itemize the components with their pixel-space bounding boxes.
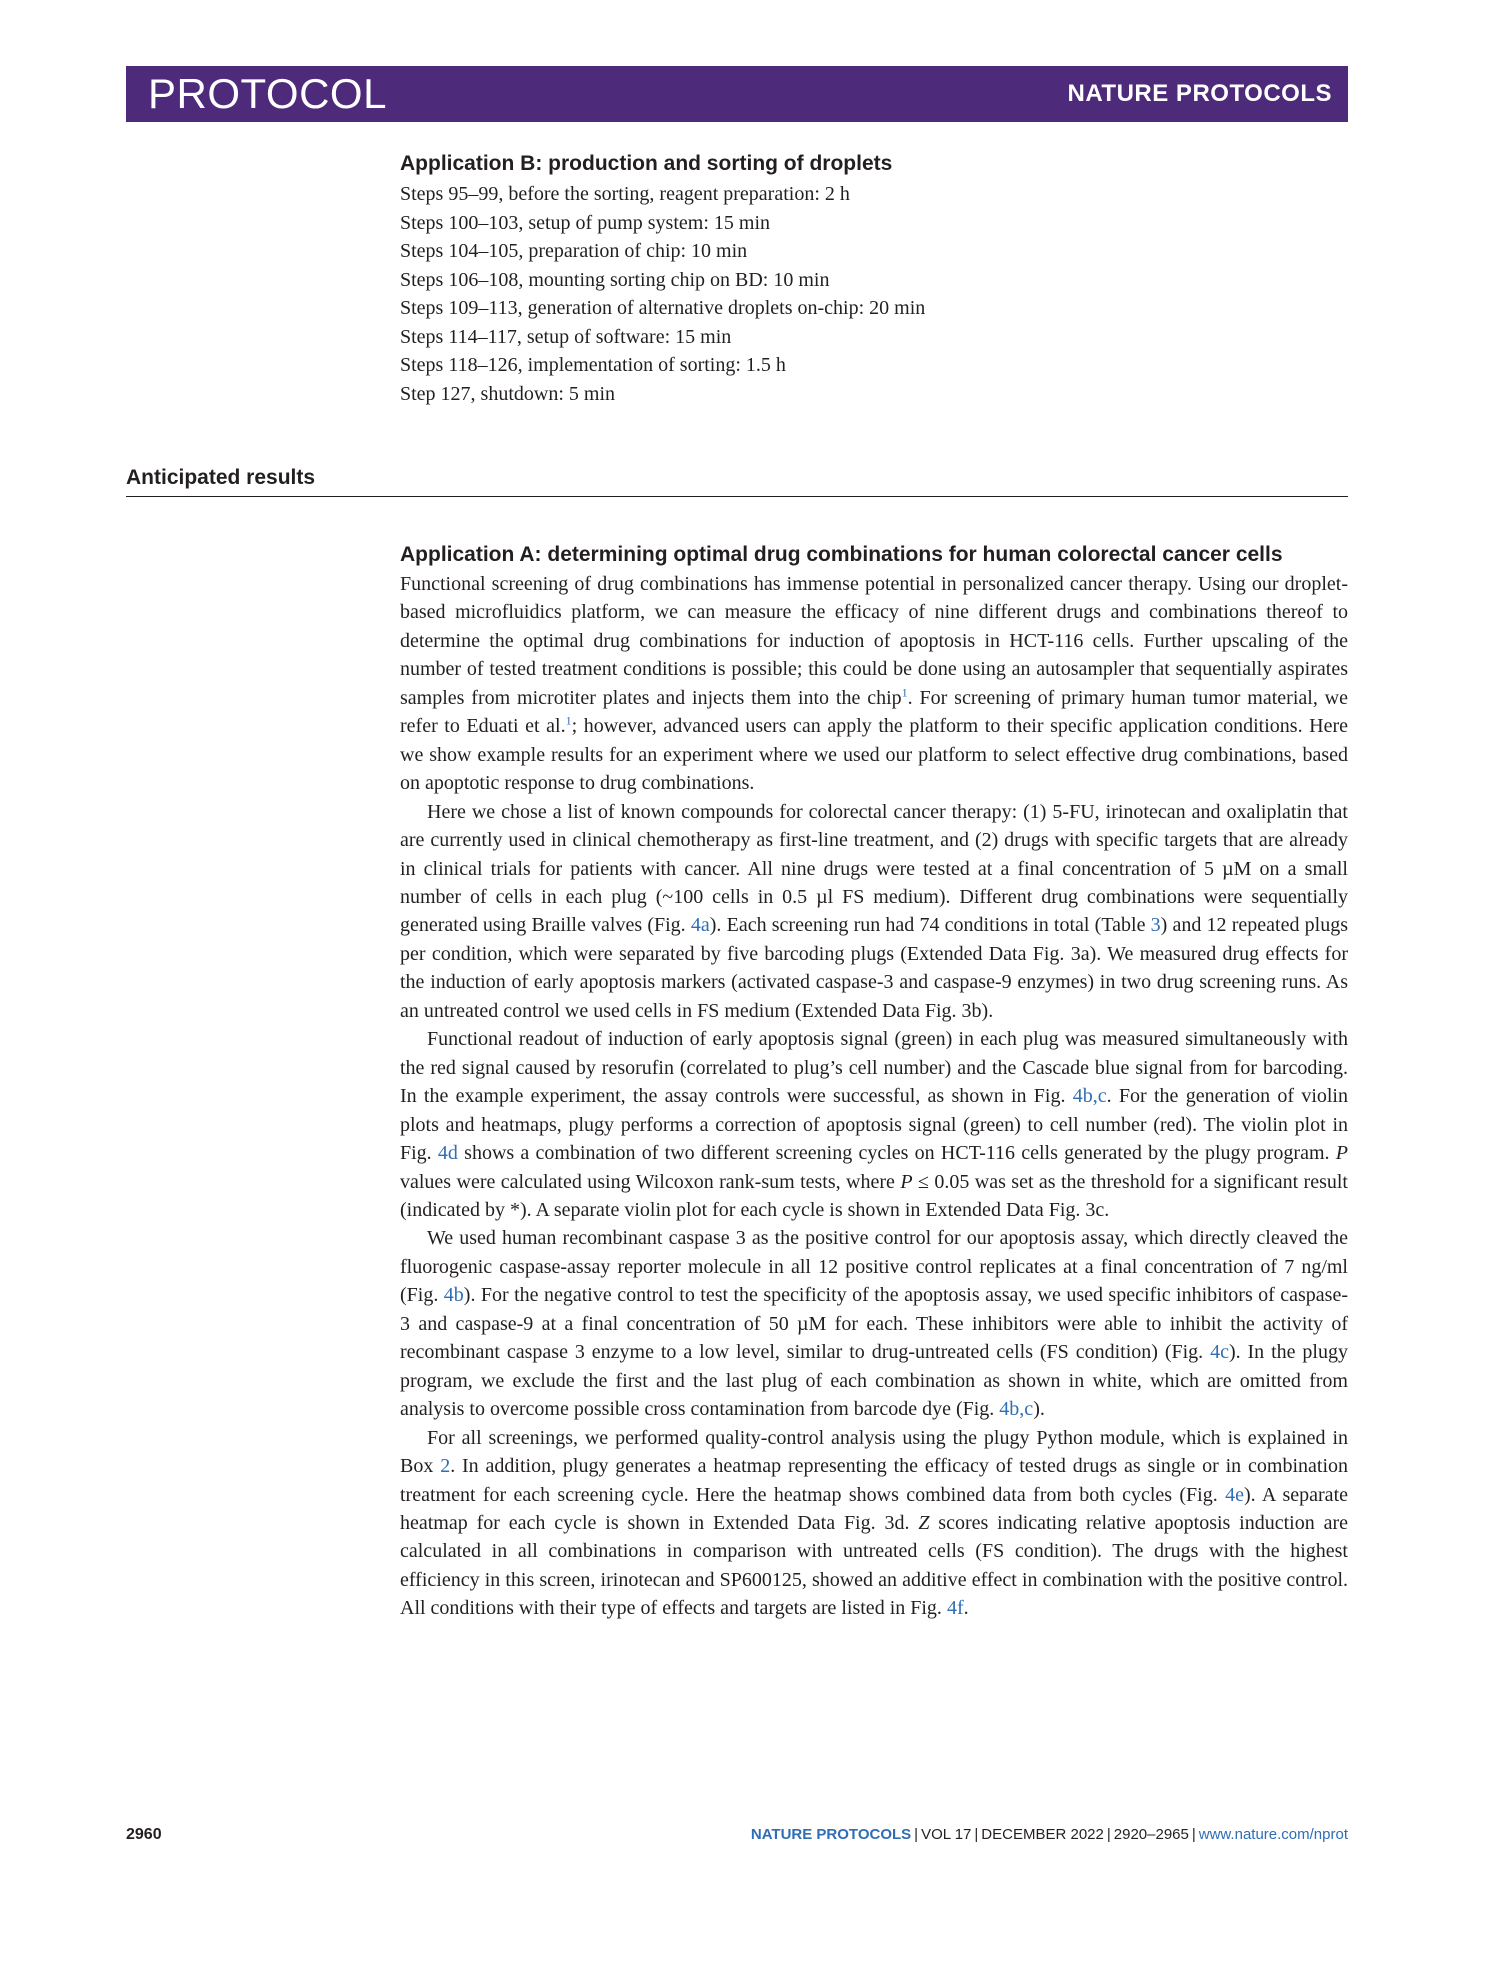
step-line: Step 127, shutdown: 5 min bbox=[400, 382, 616, 405]
header-banner bbox=[126, 66, 1348, 122]
text-run: . In addition, plugy generates a heatmap representing the efficacy of tested drugs as single or in combination treatment for each screening cycle. Here the heatmap shows combined data from both cycles (Fig. bbox=[400, 1455, 1348, 1506]
step-line: Steps 106–108, mounting sorting chip on BD: 10 min bbox=[400, 268, 830, 291]
figure-link[interactable]: 4b,c bbox=[1072, 1085, 1107, 1108]
step-line: Steps 114–117, setup of software: 15 min bbox=[400, 325, 732, 348]
section-heading bbox=[126, 466, 1348, 497]
figure-link[interactable]: 4a bbox=[690, 914, 710, 937]
text-run: . For the generation of violin plots and heatmaps, plugy performs a correction of apoptosis signal (green) to cell number (red). The violin plot in Fig. bbox=[400, 1085, 1348, 1165]
paragraph-5 bbox=[400, 1424, 1348, 1623]
text-run: For all screenings, we performed quality-control analysis using the plugy Python module, which is explained in Box bbox=[400, 1426, 1348, 1478]
footer-volume: VOL 17 bbox=[921, 1826, 972, 1843]
paragraph-3 bbox=[400, 1025, 1348, 1224]
figure-link[interactable]: 4b bbox=[443, 1284, 464, 1307]
page-number: 2960 bbox=[126, 1826, 162, 1843]
app-b-heading: Application B: production and sorting of droplets bbox=[400, 152, 893, 175]
article-body bbox=[400, 570, 1348, 1623]
text-run: ). A separate heatmap for each cycle is shown in Extended Data Fig. 3d. bbox=[400, 1483, 1348, 1534]
separator: | bbox=[1106, 1826, 1111, 1843]
box-link[interactable]: 2 bbox=[440, 1455, 451, 1478]
reference-link[interactable]: 1 bbox=[901, 685, 908, 700]
figure-link[interactable]: 4f bbox=[946, 1597, 964, 1620]
step-line: Steps 118–126, implementation of sorting: 1.5 h bbox=[400, 354, 786, 376]
step-line: Steps 104–105, preparation of chip: 10 min bbox=[400, 240, 748, 262]
text-run: ) and 12 repeated plugs per condition, which were separated by five barcoding plugs (Extended Data Fig. 3a). We measured drug effects for the induction of early apoptosis markers (activated caspase-3 and caspase-9 enzymes) in two drug screening runs. As an untreated control we used cells in FS medium (Extended Data Fig. 3b). bbox=[400, 914, 1348, 1022]
figure-link[interactable]: 4d bbox=[437, 1142, 458, 1165]
text-run: values were calculated using Wilcoxon rank-sum tests, where bbox=[400, 1170, 901, 1193]
text-run: . bbox=[963, 1597, 969, 1620]
step-line: Steps 100–103, setup of pump system: 15 min bbox=[400, 211, 770, 234]
text-run: ). bbox=[1033, 1398, 1045, 1421]
text-run: ≤ 0.05 was set as the threshold for a significant result (indicated by *). A separate violin plot for each cycle is shown in Extended Data Fig. 3c. bbox=[400, 1170, 1348, 1221]
text-run: ). Each screening run had 74 conditions in total (Table bbox=[709, 914, 1151, 937]
table-link[interactable]: 3 bbox=[1150, 914, 1161, 937]
text-run: . For screening of primary human tumor material, we refer to Eduati et al. bbox=[400, 686, 1348, 738]
figure-link[interactable]: 4b,c bbox=[999, 1398, 1034, 1421]
text-run: Functional screening of drug combinations has immense potential in personalized cancer therapy. Using our droplet-based microfluidics platform, we can measure the efficacy of nine different drugs and combinations thereof to determine the optimal drug combinations for induction of apoptosis in HCT-116 cells. Further upscaling of the number of tested treatment conditions is possible; this could be done using an autosampler that sequentially aspirates samples from microtiter plates and injects them into the chip bbox=[400, 573, 1348, 709]
text-run: We used human recombinant caspase 3 as the positive control for our apoptosis assay, which directly cleaved the fluorogenic caspase-assay reporter molecule in all 12 positive control replicates at a final concentration of 7 ng/ml (Fig. bbox=[400, 1227, 1348, 1307]
figure-link[interactable]: 4c bbox=[1210, 1341, 1229, 1364]
text-run: shows a combination of two different screening cycles on HCT-116 cells generated by the plugy program. bbox=[457, 1142, 1336, 1165]
figure-link[interactable]: 4e bbox=[1225, 1483, 1244, 1506]
text-run: ; however, advanced users can apply the platform to their specific application conditions. Here we show example results for an experiment where we used our platform to select effective drug combinations, based on apoptotic response to drug combinations. bbox=[400, 715, 1348, 795]
reference-link[interactable]: 1 bbox=[565, 713, 572, 728]
paragraph-2 bbox=[400, 798, 1348, 1026]
separator: | bbox=[1191, 1826, 1196, 1843]
footer-date: DECEMBER 2022 bbox=[981, 1826, 1104, 1843]
paragraph-1 bbox=[400, 570, 1348, 798]
separator: | bbox=[974, 1826, 979, 1843]
paragraph-4 bbox=[400, 1224, 1348, 1423]
app-b-steps bbox=[400, 180, 925, 408]
italic-symbol: P bbox=[900, 1170, 913, 1193]
footer-pages: 2920–2965 bbox=[1113, 1826, 1189, 1843]
article-type-label: PROTOCOL bbox=[148, 70, 387, 117]
italic-symbol: P bbox=[1335, 1142, 1348, 1165]
text-run: scores indicating relative apoptosis induction are calculated in all combinations in comparison with untreated cells (FS condition). The drugs with the highest efficiency in this screen, irinotecan and SP600125, showed an additive effect in combination with the positive control. All conditions with their type of effects and targets are listed in Fig. bbox=[400, 1511, 1348, 1620]
app-a-heading: Application A: determining optimal drug combinations for human colorectal cancer cells bbox=[400, 543, 1283, 566]
step-line: Steps 109–113, generation of alternative droplets on-chip: 20 min bbox=[400, 297, 926, 319]
text-run: ). For the negative control to test the specificity of the apoptosis assay, we used specific inhibitors of caspase-3 and caspase-9 at a final concentration of 50 µM for each. These inhibitors were able to inhibit the activity of recombinant caspase 3 enzyme to a low level, similar to drug-untreated cells (FS condition) (Fig. bbox=[400, 1284, 1349, 1364]
journal-footer bbox=[751, 1826, 1348, 1843]
separator: | bbox=[914, 1826, 919, 1843]
text-run: Here we chose a list of known compounds for colorectal cancer therapy: (1) 5-FU, irinotecan and oxaliplatin that are currently used in clinical chemotherapy as first-line treatment, and (2) drugs with specific targets that are already in clinical trials for patients with cancer. All nine drugs were tested at a final concentration of 5 µM on a small number of cells in each plug (~100 cells in 0.5 µl FS medium). Different drug combinations were sequentially generated using Braille valves (Fig. bbox=[400, 800, 1348, 937]
journal-name: NATURE PROTOCOLS bbox=[1067, 80, 1332, 107]
footer-journal: NATURE PROTOCOLS bbox=[750, 1826, 912, 1843]
italic-symbol: Z bbox=[918, 1511, 930, 1534]
step-line: Steps 95–99, before the sorting, reagent preparation: 2 h bbox=[400, 183, 850, 205]
footer-url-link[interactable]: www.nature.com/nprot bbox=[1198, 1826, 1348, 1843]
text-run: ). In the plugy program, we exclude the first and the last plug of each combination as shown in white, which are omitted from analysis to overcome possible cross contamination from barcode dye (Fig. bbox=[400, 1341, 1348, 1421]
text-run: Functional readout of induction of early apoptosis signal (green) in each plug was measured simultaneously with the red signal caused by resorufin (correlated to plug’s cell number) and the Cascade blue signal from for barcoding. In the example experiment, the assay controls were successful, as shown in Fig. bbox=[400, 1028, 1348, 1108]
section-title: Anticipated results bbox=[126, 466, 316, 489]
